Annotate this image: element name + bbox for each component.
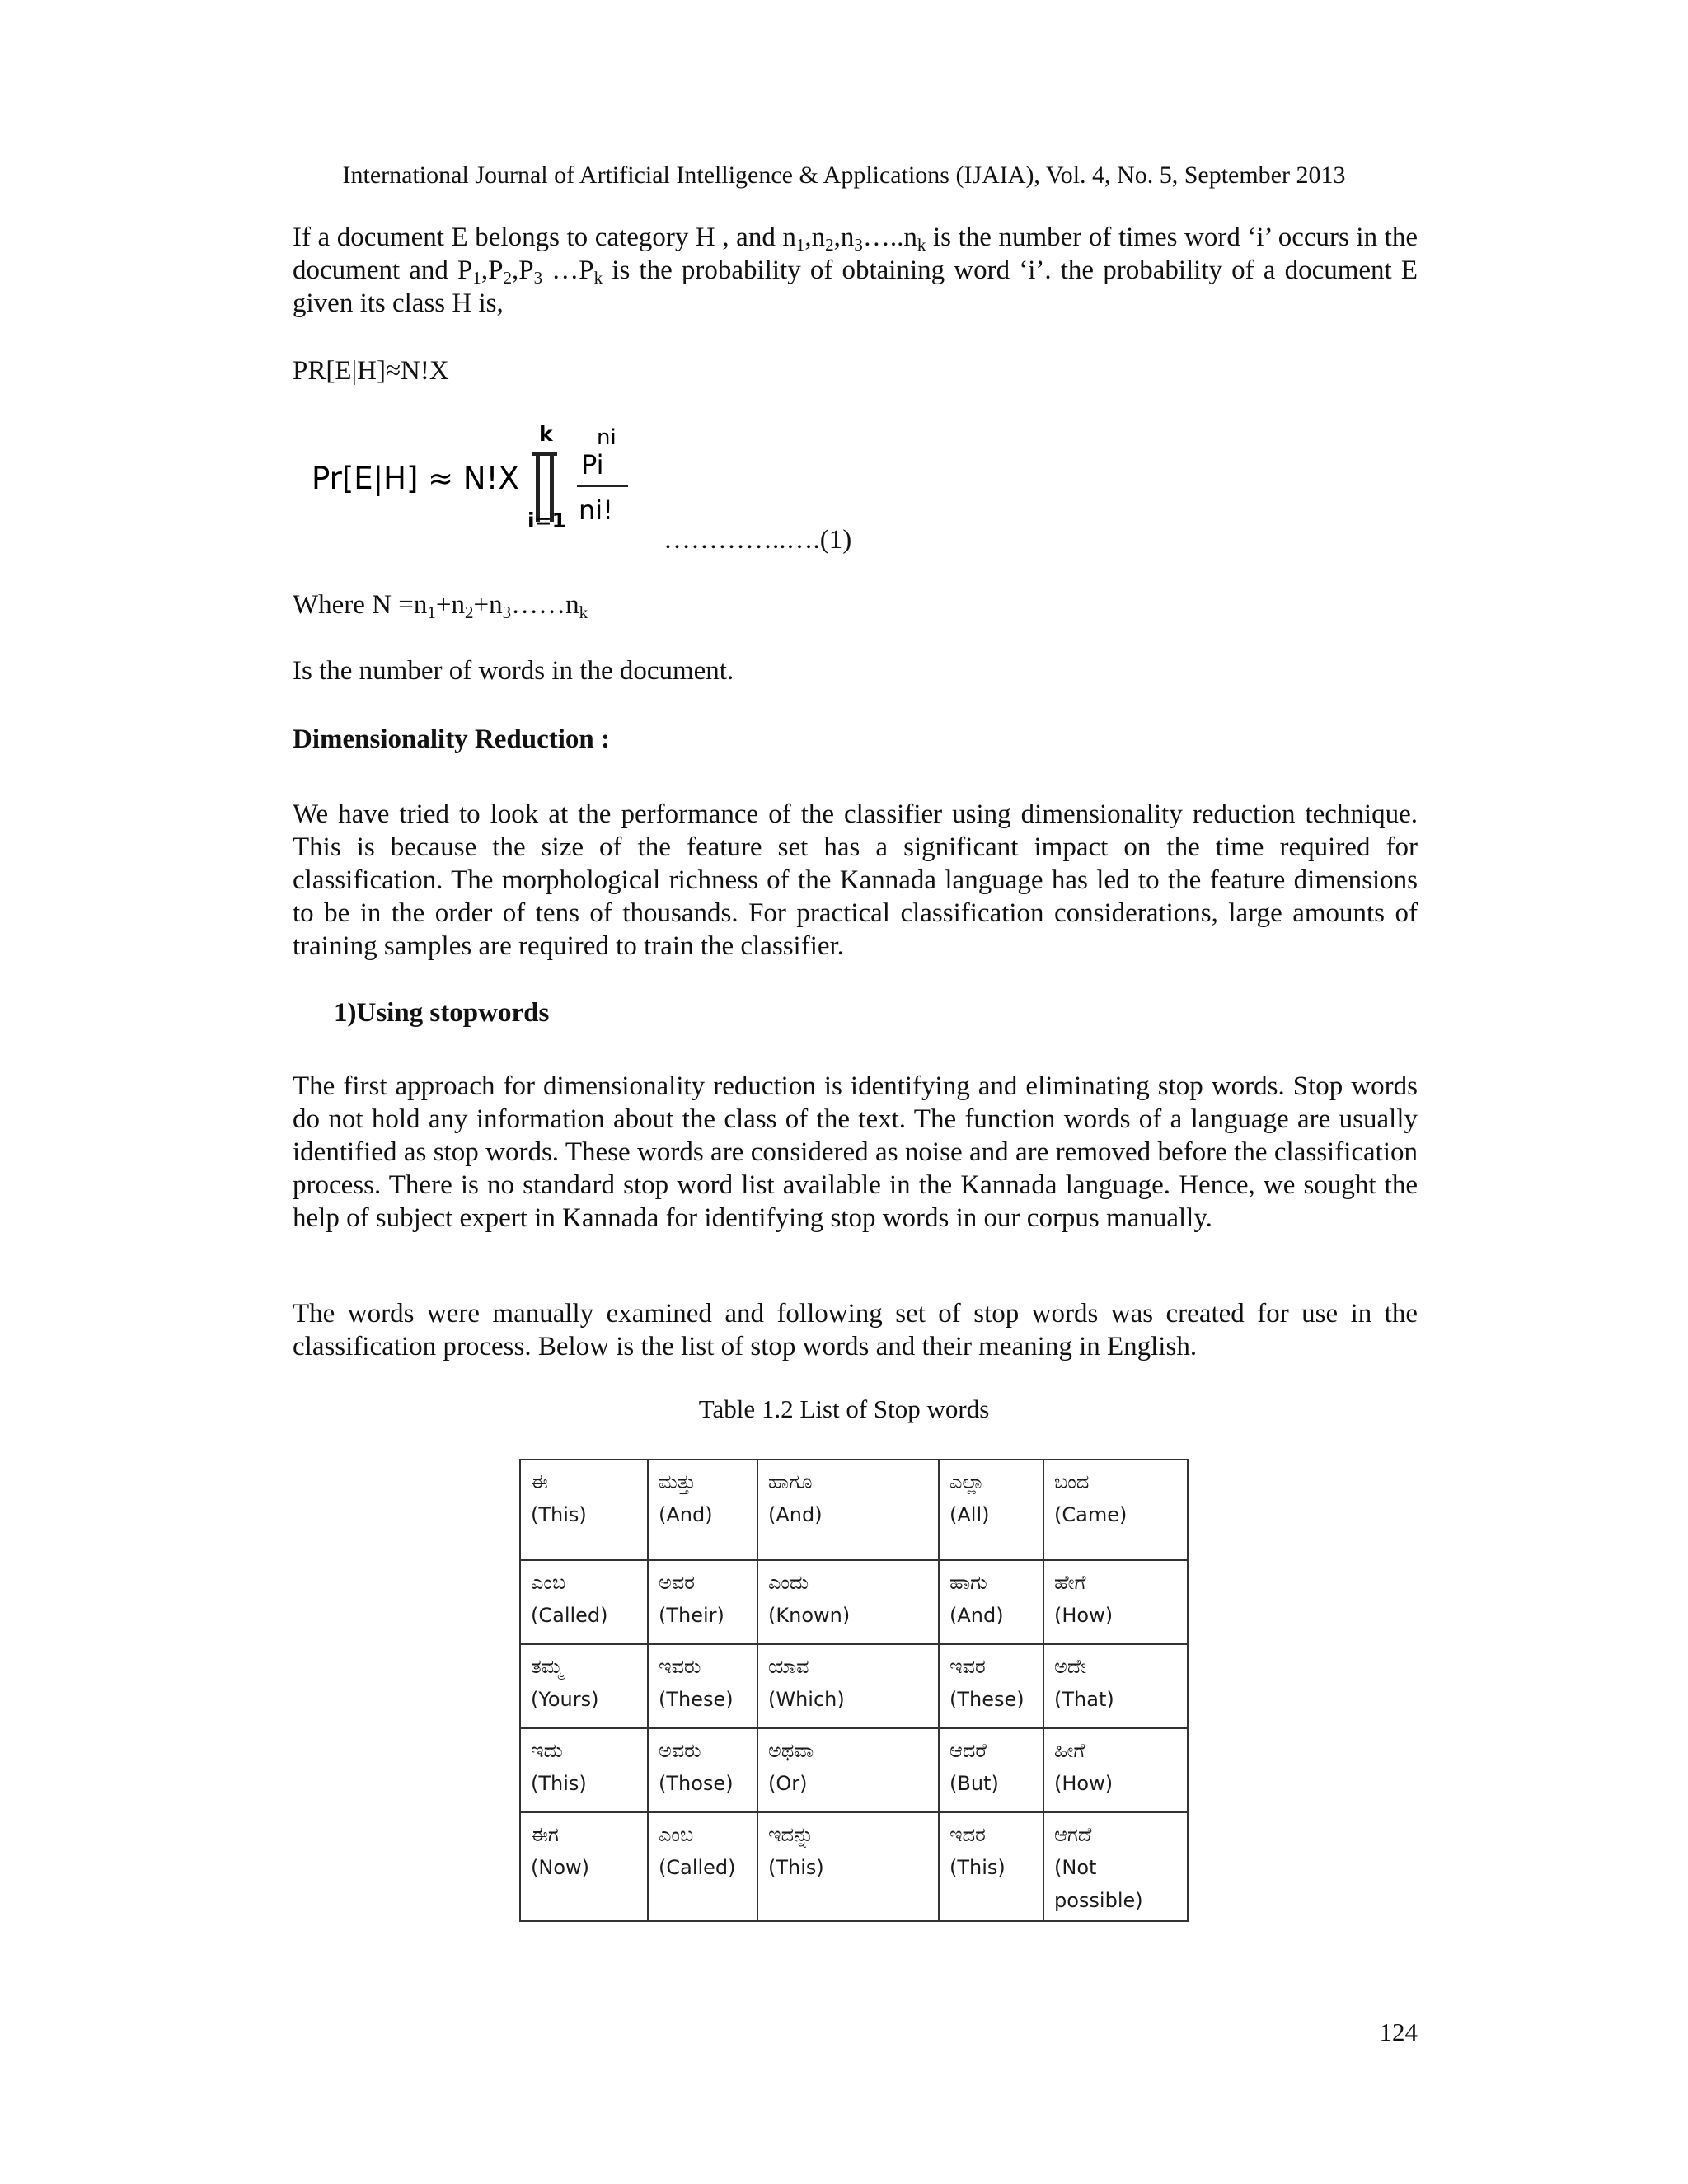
page-number: 124 — [1379, 2018, 1418, 2046]
table-cell: ಎಲ್ಲಾ (All) — [939, 1460, 1043, 1560]
table-cell: ಇವರ (These) — [939, 1644, 1043, 1728]
table-cell: ಈ (This) — [520, 1460, 648, 1560]
table-cell: ಇವರು (These) — [648, 1644, 757, 1728]
table-cell: ಎಂಬ (Called) — [648, 1812, 757, 1921]
table-row — [520, 1644, 1188, 1728]
table-cell: ಅಥವಾ (Or) — [757, 1728, 939, 1812]
table-row — [520, 1812, 1188, 1921]
table-cell: ಎಂಬ (Called) — [520, 1560, 648, 1644]
stopwords-intro-paragraph: The words were manually examined and following set of stop words was created for use in the classification process. Below is the list of stop words and their meaning in English. — [293, 1299, 1418, 1361]
intro-paragraph: If a document E belongs to category H , and $n_1,n_2,n_3\dots..n_k$ is the number of times word ‘i’ occurs in the document and $P_1,P_2,P_3$ $\dots P_k$ is the probability of obtaining word ‘i’. the probability of a document E given its class H is, — [293, 223, 1418, 318]
subheading-stopwords: 1)Using stopwords — [334, 998, 550, 1028]
formula-inline: PR[E|H]≈N!X — [293, 356, 449, 386]
table-cell: ತಮ್ಮ (Yours) — [520, 1644, 648, 1728]
table-cell: ಅವರ (Their) — [648, 1560, 757, 1644]
formula-lhs: Pr[E|H] ≈ N!X — [312, 461, 519, 496]
table-cell: ಆಗದೆ (Not possible) — [1043, 1812, 1188, 1921]
stopwords-paragraph: The first approach for dimensionality reduction is identifying and eliminating stop words. Stop words do not hold any information about the class of the text. The function words of a language are usually identified as stop words. These words are considered as noise and are removed before the classification process. There is no standard stop word list available in the Kannada language. Hence, we sought the help of subject expert in Kannada for identifying stop words in our corpus manually. — [293, 1071, 1418, 1233]
where-line: Where $N =n_1+n_2+n_3\dots\dots n_k$ — [293, 590, 588, 622]
table-cell: ಎಂದು (Known) — [757, 1560, 939, 1644]
table-caption: Table 1.2 List of Stop words — [698, 1394, 990, 1423]
table-cell: ಮತ್ತು (And) — [648, 1460, 757, 1560]
table-row — [520, 1560, 1188, 1644]
formula-lower-limit: i=1 — [528, 509, 566, 532]
formula-upper-limit: k — [539, 422, 553, 446]
table-cell: ಹಾಗೂ (And) — [757, 1460, 939, 1560]
table-cell: ಆದರೆ (But) — [939, 1728, 1043, 1812]
probability-formula — [312, 416, 658, 532]
words-count-line: Is the number of words in the document. — [293, 656, 734, 686]
running-header: International Journal of Artificial Intelligence & Applications (IJAIA), Vol. 4, No. 5, September 2013 — [342, 162, 1346, 189]
table-cell: ಅವರು (Those) — [648, 1728, 757, 1812]
table-cell: ಯಾವ (Which) — [757, 1644, 939, 1728]
stopwords-table — [519, 1459, 1189, 1922]
table-cell: ಅದೇ (That) — [1043, 1644, 1188, 1728]
table-cell: ಇದನ್ನು (This) — [757, 1812, 939, 1921]
dimensionality-paragraph: We have tried to look at the performance of the classifier using dimensionality reduction technique. This is because the size of the feature set has a significant impact on the time required for classification. The morphological richness of the Kannada language has led to the feature dimensions to be in the order of tens of thousands. For practical classification considerations, large amounts of training samples are required to train the classifier. — [293, 799, 1418, 961]
table-cell: ಇದರ (This) — [939, 1812, 1043, 1921]
table-cell: ಇದು (This) — [520, 1728, 648, 1812]
formula-exponent: ni — [597, 425, 617, 450]
table-cell: ಈಗ (Now) — [520, 1812, 648, 1921]
table-row — [520, 1728, 1188, 1812]
equation-number: …………..….(1) — [663, 525, 852, 555]
section-heading: Dimensionality Reduction : — [293, 724, 611, 754]
formula-denominator: ni! — [579, 494, 613, 526]
formula-numerator: Pi — [581, 449, 604, 480]
table-cell: ಹೇಗೆ (How) — [1043, 1560, 1188, 1644]
table-cell: ಹೀಗೆ (How) — [1043, 1728, 1188, 1812]
table-row — [520, 1460, 1188, 1560]
table-cell: ಹಾಗು (And) — [939, 1560, 1043, 1644]
table-cell: ಬಂದ (Came) — [1043, 1460, 1188, 1560]
